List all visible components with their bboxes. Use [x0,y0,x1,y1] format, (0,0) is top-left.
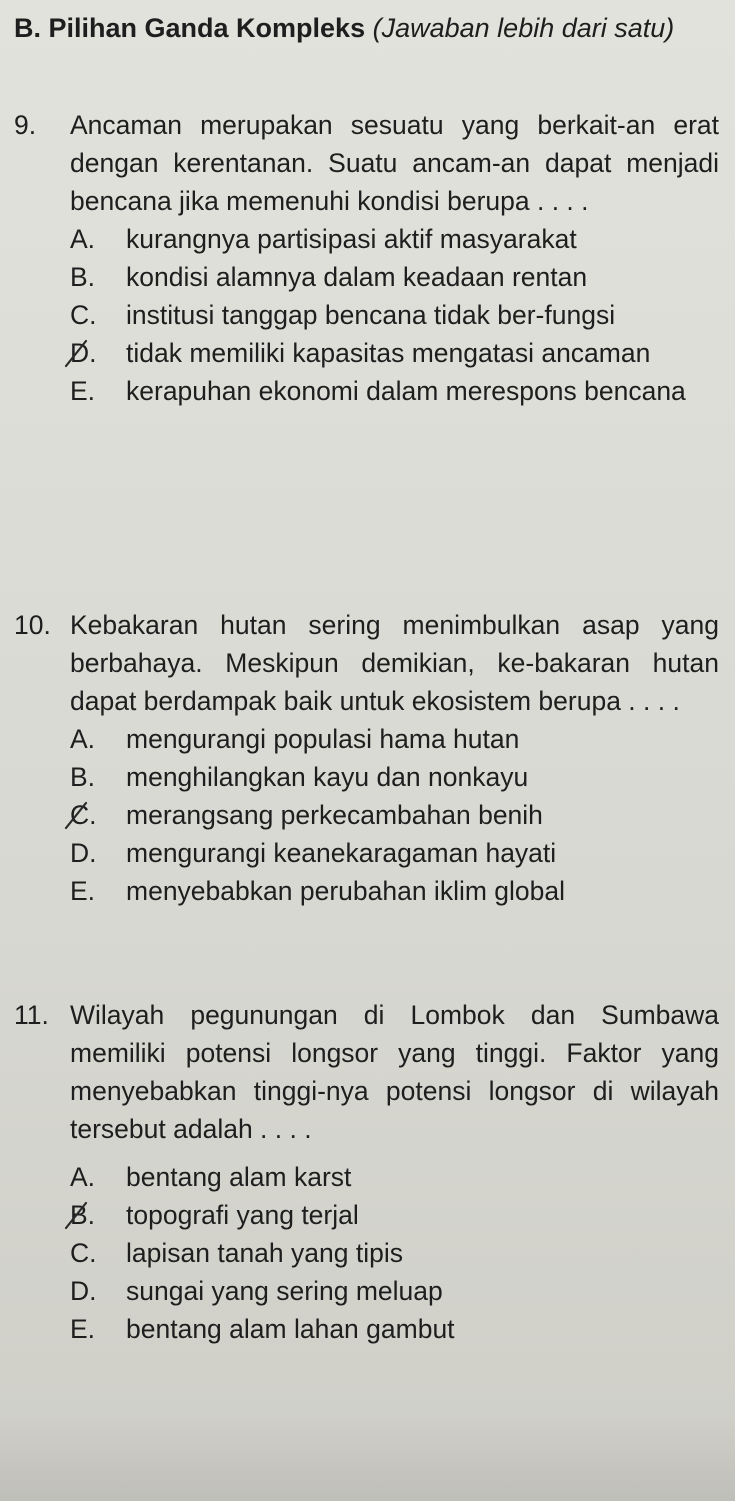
option-c [70,796,719,834]
option-letter: C. [70,300,97,330]
question-number: 10. [14,610,51,640]
option-letter: D. [70,1276,97,1306]
option-text: institusi tanggap bencana tidak ber-fungsi [126,300,616,330]
question-text: Ancaman merupakan sesuatu yang berkait-an erat dengan kerentanan. Suatu ancam-an dapat menjadi bencana jika memenuhi kondisi berupa . . . . [70,110,719,216]
option-letter: C. [70,1238,97,1268]
option-text: mengurangi keanekaragaman hayati [126,838,557,868]
option-text: mengurangi populasi hama hutan [126,724,520,754]
option-text: menghilangkan kayu dan nonkayu [126,762,529,792]
option-letter: E. [70,1314,96,1344]
question-text: Kebakaran hutan sering menimbulkan asap yang berbahaya. Meskipun demikian, ke-bakaran hutan dapat berdampak baik untuk ekosistem berupa . . . . [70,610,719,716]
option-letter: B. [70,762,96,792]
section-title-main: B. Pilihan Ganda Kompleks [14,13,366,43]
option-text: bentang alam lahan gambut [126,1314,455,1344]
option-a [70,1158,719,1196]
option-letter: B. [70,1200,96,1230]
option-text: topografi yang terjal [126,1200,359,1230]
question-11 [14,996,719,1348]
option-text: kerapuhan ekonomi dalam merespons bencana [126,376,686,406]
option-letter: C. [70,800,97,830]
section-title [14,8,719,48]
option-text: kondisi alamnya dalam keadaan rentan [126,262,588,292]
option-letter: A. [70,724,96,754]
option-text: tidak memiliki kapasitas mengatasi ancaman [126,338,651,368]
section-title-note: (Jawaban lebih dari satu) [372,13,675,43]
option-letter: D. [70,838,97,868]
option-c [70,296,719,334]
option-list [70,220,719,410]
option-letter: A. [70,224,96,254]
option-b [70,758,719,796]
option-a [70,720,719,758]
option-e [70,872,719,910]
option-e [70,372,719,410]
option-letter: B. [70,262,96,292]
option-a [70,220,719,258]
option-c [70,1234,719,1272]
option-letter: A. [70,1162,96,1192]
option-text: sungai yang sering meluap [126,1276,443,1306]
question-number: 9. [14,110,37,140]
option-text: merangsang perkecambahan benih [126,800,543,830]
option-text: lapisan tanah yang tipis [126,1238,403,1268]
question-10 [14,606,719,910]
option-list [70,720,719,910]
question-9 [14,106,719,410]
option-b [70,258,719,296]
option-d [70,1272,719,1310]
option-text: menyebabkan perubahan iklim global [126,876,566,906]
option-text: kurangnya partisipasi aktif masyarakat [126,224,577,254]
option-d [70,334,719,372]
option-letter: D. [70,338,97,368]
question-number: 11. [14,1000,49,1030]
option-letter: E. [70,876,96,906]
question-text: Wilayah pegunungan di Lombok dan Sumbawa memiliki potensi longsor yang tinggi. Faktor yang menyebabkan tinggi-nya potensi longsor di wilayah tersebut adalah . . . . [70,1000,719,1144]
option-letter: E. [70,376,96,406]
option-list [70,1158,719,1348]
option-e [70,1310,719,1348]
option-b [70,1196,719,1234]
option-d [70,834,719,872]
option-text: bentang alam karst [126,1162,352,1192]
page-bottom-shadow [0,1411,735,1501]
